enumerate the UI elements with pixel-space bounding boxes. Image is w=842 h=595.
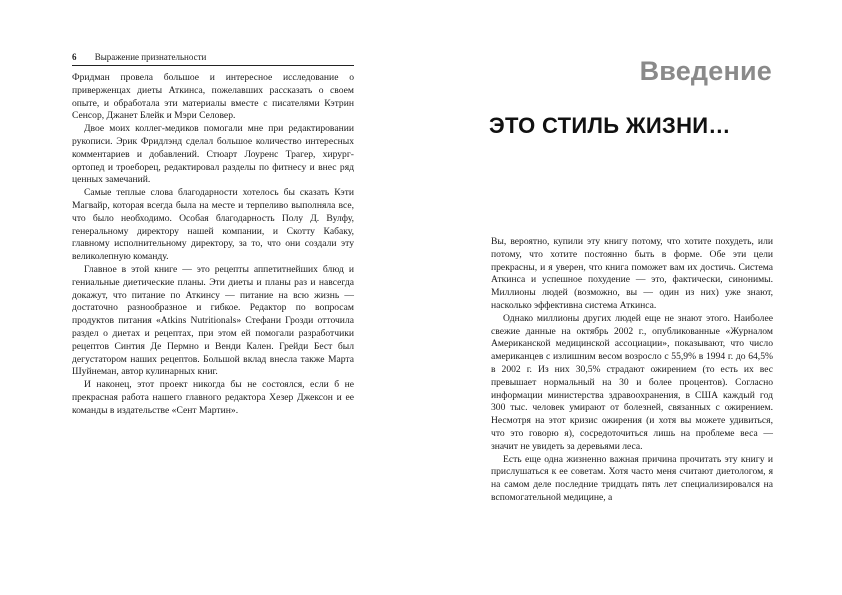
right-paragraph: Вы, вероятно, купили эту книгу потому, что хотите похудеть, или потому, что хотите постоянно быть в форме. Обе эти цели прекрасны, и я уверен, что книга поможет вам их достичь. Система Аткинса и успешное похудение — это, фактически, синонимы. Миллионы людей (возможно, вы — один из них) уже знают, насколько эффективна система Аткинса. <box>491 236 773 311</box>
running-head-title: Выражение признательности <box>94 52 207 62</box>
right-paragraph: Однако миллионы других людей еще не знают этого. Наиболее свежие данные на октябрь 2002 г., опубликованные «Журналом Американской медицинской ассоциации», показывают, что число американцев с излишним весом возросло с 55,9% в 1994 г. до 64,5% в 2002 г. Из них 30,5% страдают ожирением (то есть их вес превышает нормальный на 30 и более процентов). Согласно информации министерства здравоохранения, в США каждый год 300 тыс. человек умирают от болезней, связанных с ожирением. Несмотря на этот кризис ожирения (и хотя вы можете удивиться, что это говорю я), сосредоточиться лишь на проблеме веса — значит не увидеть за деревьями леса. <box>491 312 773 452</box>
running-head <box>72 52 354 66</box>
left-paragraph: Двое моих коллег-медиков помогали мне при редактировании рукописи. Эрик Фридлэнд сделал большое количество интересных комментариев и добавлений. Стюарт Лоуренс Трагер, хирург-ортопед и троеборец, редактировал разделы по фитнесу и внес ряд ценных замечаний. <box>72 123 354 186</box>
chapter-label: Введение <box>639 56 772 86</box>
page-number: 6 <box>72 52 77 62</box>
left-paragraph: Главное в этой книге — это рецепты аппетитнейших блюд и гениальные диетические планы. Эти диеты и планы раз и навсегда докажут, что питание по Аткинсу — питание на всю жизнь — достаточно разнообразное и гибкое. Редактор по вопросам продуктов питания «Atkins Nutritionals» Стефани Грозди отточила раздел о диетах и рецептах, при этом ей помогали разработчики рецептов Синтия Де Пермно и Венди Кален. Грейди Бест был дегустатором наших рецептов. Большой вклад внесла также Марта Шуйнеман, автор кулинарных книг. <box>72 263 354 378</box>
right-page <box>421 0 842 595</box>
left-body-text <box>72 72 354 418</box>
left-paragraph: Фридман провела большое и интересное исследование о приверженцах диеты Аткинса, пожелавших рассказать о своем опыте, и обработала эти материалы вместе с писателями Кэтрин Сенсор, Джанет Блейк и Мэри Селовер. <box>72 72 354 122</box>
right-paragraph: Есть еще одна жизненно важная причина прочитать эту книгу и прислушаться к ее советам. Хотя часто меня считают диетологом, я на самом деле последние тридцать пять лет специализировался на вспомогательной медицине, а <box>491 453 773 503</box>
chapter-title: ЭТО СТИЛЬ ЖИЗНИ… <box>489 113 731 138</box>
left-paragraph: И наконец, этот проект никогда бы не состоялся, если б не прекрасная работа нашего главного редактора Хезер Джексон и ее команды в издательстве «Сент Мартин». <box>72 379 354 416</box>
right-body-text <box>491 236 773 505</box>
left-paragraph: Самые теплые слова благодарности хотелось бы сказать Кэти Магвайр, которая всегда была на месте и терпеливо выполняла все, что было необходимо. Особая благодарность Полу Д. Вулфу, генеральному директору нашей компании, и Скотту Кабаку, главному исполнительному директору, за то, что они создали эту великолепную команду. <box>72 187 354 263</box>
